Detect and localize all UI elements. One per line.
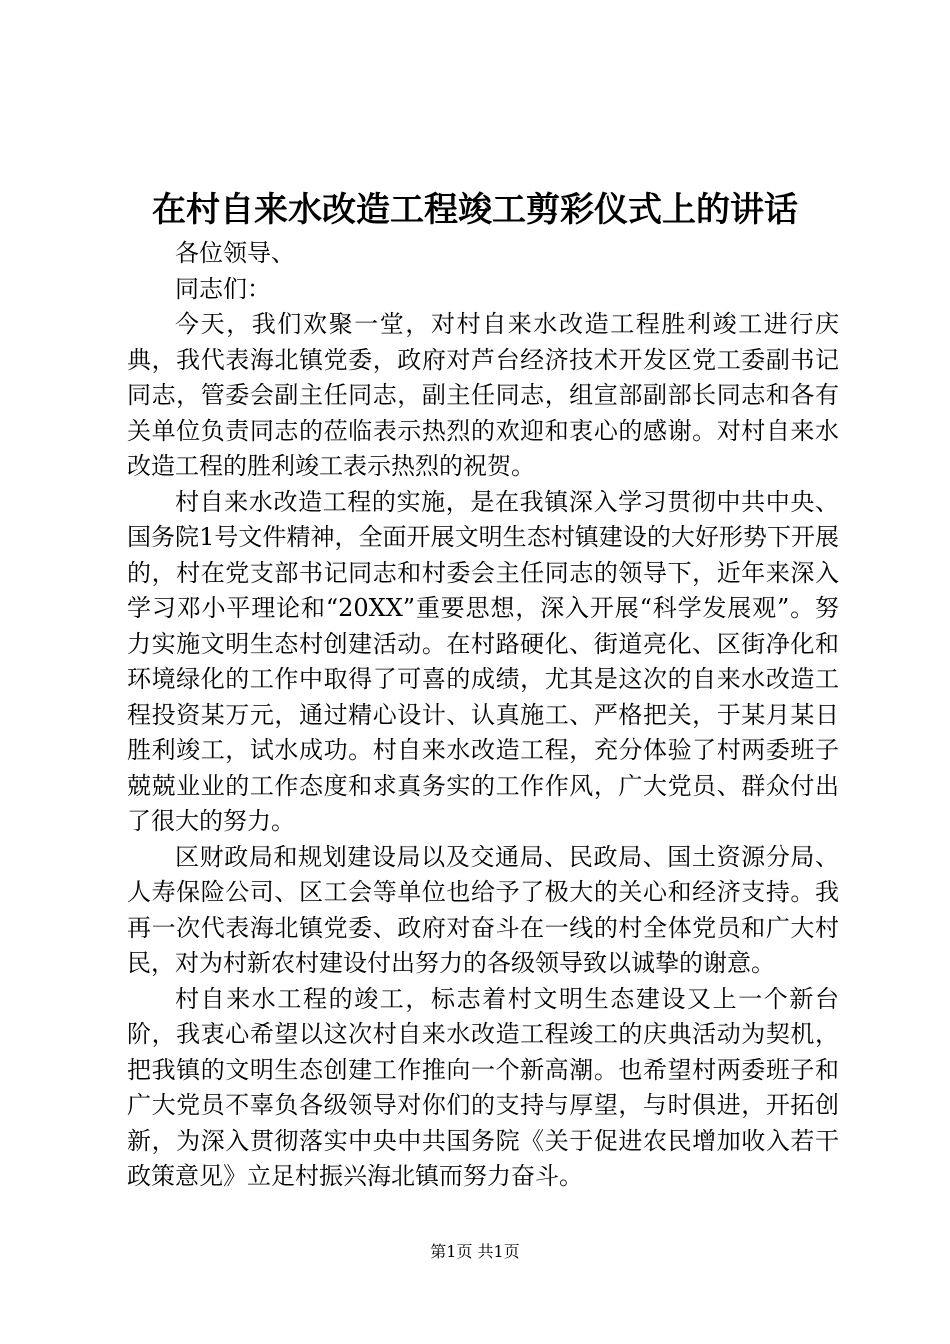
- salutation-leaders: 各位领导、: [175, 239, 295, 267]
- paragraph-opening: 今天，我们欢聚一堂，对村自来水改造工程胜利竣工进行庆典，我代表海北镇党委，政府对芦台经济技术开发区党工委副书记同志，管委会副主任同志，副主任同志，组宣部副部长同志和各有关单位负责同志的莅临表示热烈的欢迎和衷心的感谢。对村自来水改造工程的胜利竣工表示热烈的祝贺。: [127, 310, 839, 480]
- document-title: 在村自来水改造工程竣工剪彩仪式上的讲话: [152, 190, 798, 230]
- document-body: [127, 236, 839, 1195]
- page-number: 第1页 共1页: [430, 1242, 520, 1261]
- salutation-comrades: 同志们：: [175, 274, 271, 303]
- paragraph-closing: 村自来水工程的竣工，标志着村文明生态建设又上一个新台阶，我衷心希望以这次村自来水改造工程竣工的庆典活动为契机，把我镇的文明生态创建工作推向一个新高潮。也希望村两委班子和广大党员不辜负各级领导对你们的支持与厚望，与时俱进，开拓创新，为深入贯彻落实中央中共国务院《关于促进农民增加收入若干政策意见》立足村振兴海北镇而努力奋斗。: [127, 984, 839, 1190]
- paragraph-project: 村自来水改造工程的实施，是在我镇深入学习贯彻中共中央、国务院1号文件精神，全面开展文明生态村镇建设的大好形势下开展的，村在党支部书记同志和村委会主任同志的领导下，近年来深入学习邓小平理论和“20XX”重要思想，深入开展“科学发展观”。努力实施文明生态村创建活动。在村路硬化、街道亮化、区街净化和环境绿化的工作中取得了可喜的成绩，尤其是这次的自来水改造工程投资某万元，通过精心设计、认真施工、严格把关，于某月某日胜利竣工，试水成功。村自来水改造工程，充分体验了村两委班子兢兢业业的工作态度和求真务实的工作作风，广大党员、群众付出了很大的努力。: [127, 487, 839, 835]
- paragraph-thanks: 区财政局和规划建设局以及交通局、民政局、国土资源分局、人寿保险公司、区工会等单位也给予了极大的关心和经济支持。我再一次代表海北镇党委、政府对奋斗在一线的村全体党员和广大村民，对为村新农村建设付出努力的各级领导致以诚挚的谢意。: [127, 842, 839, 977]
